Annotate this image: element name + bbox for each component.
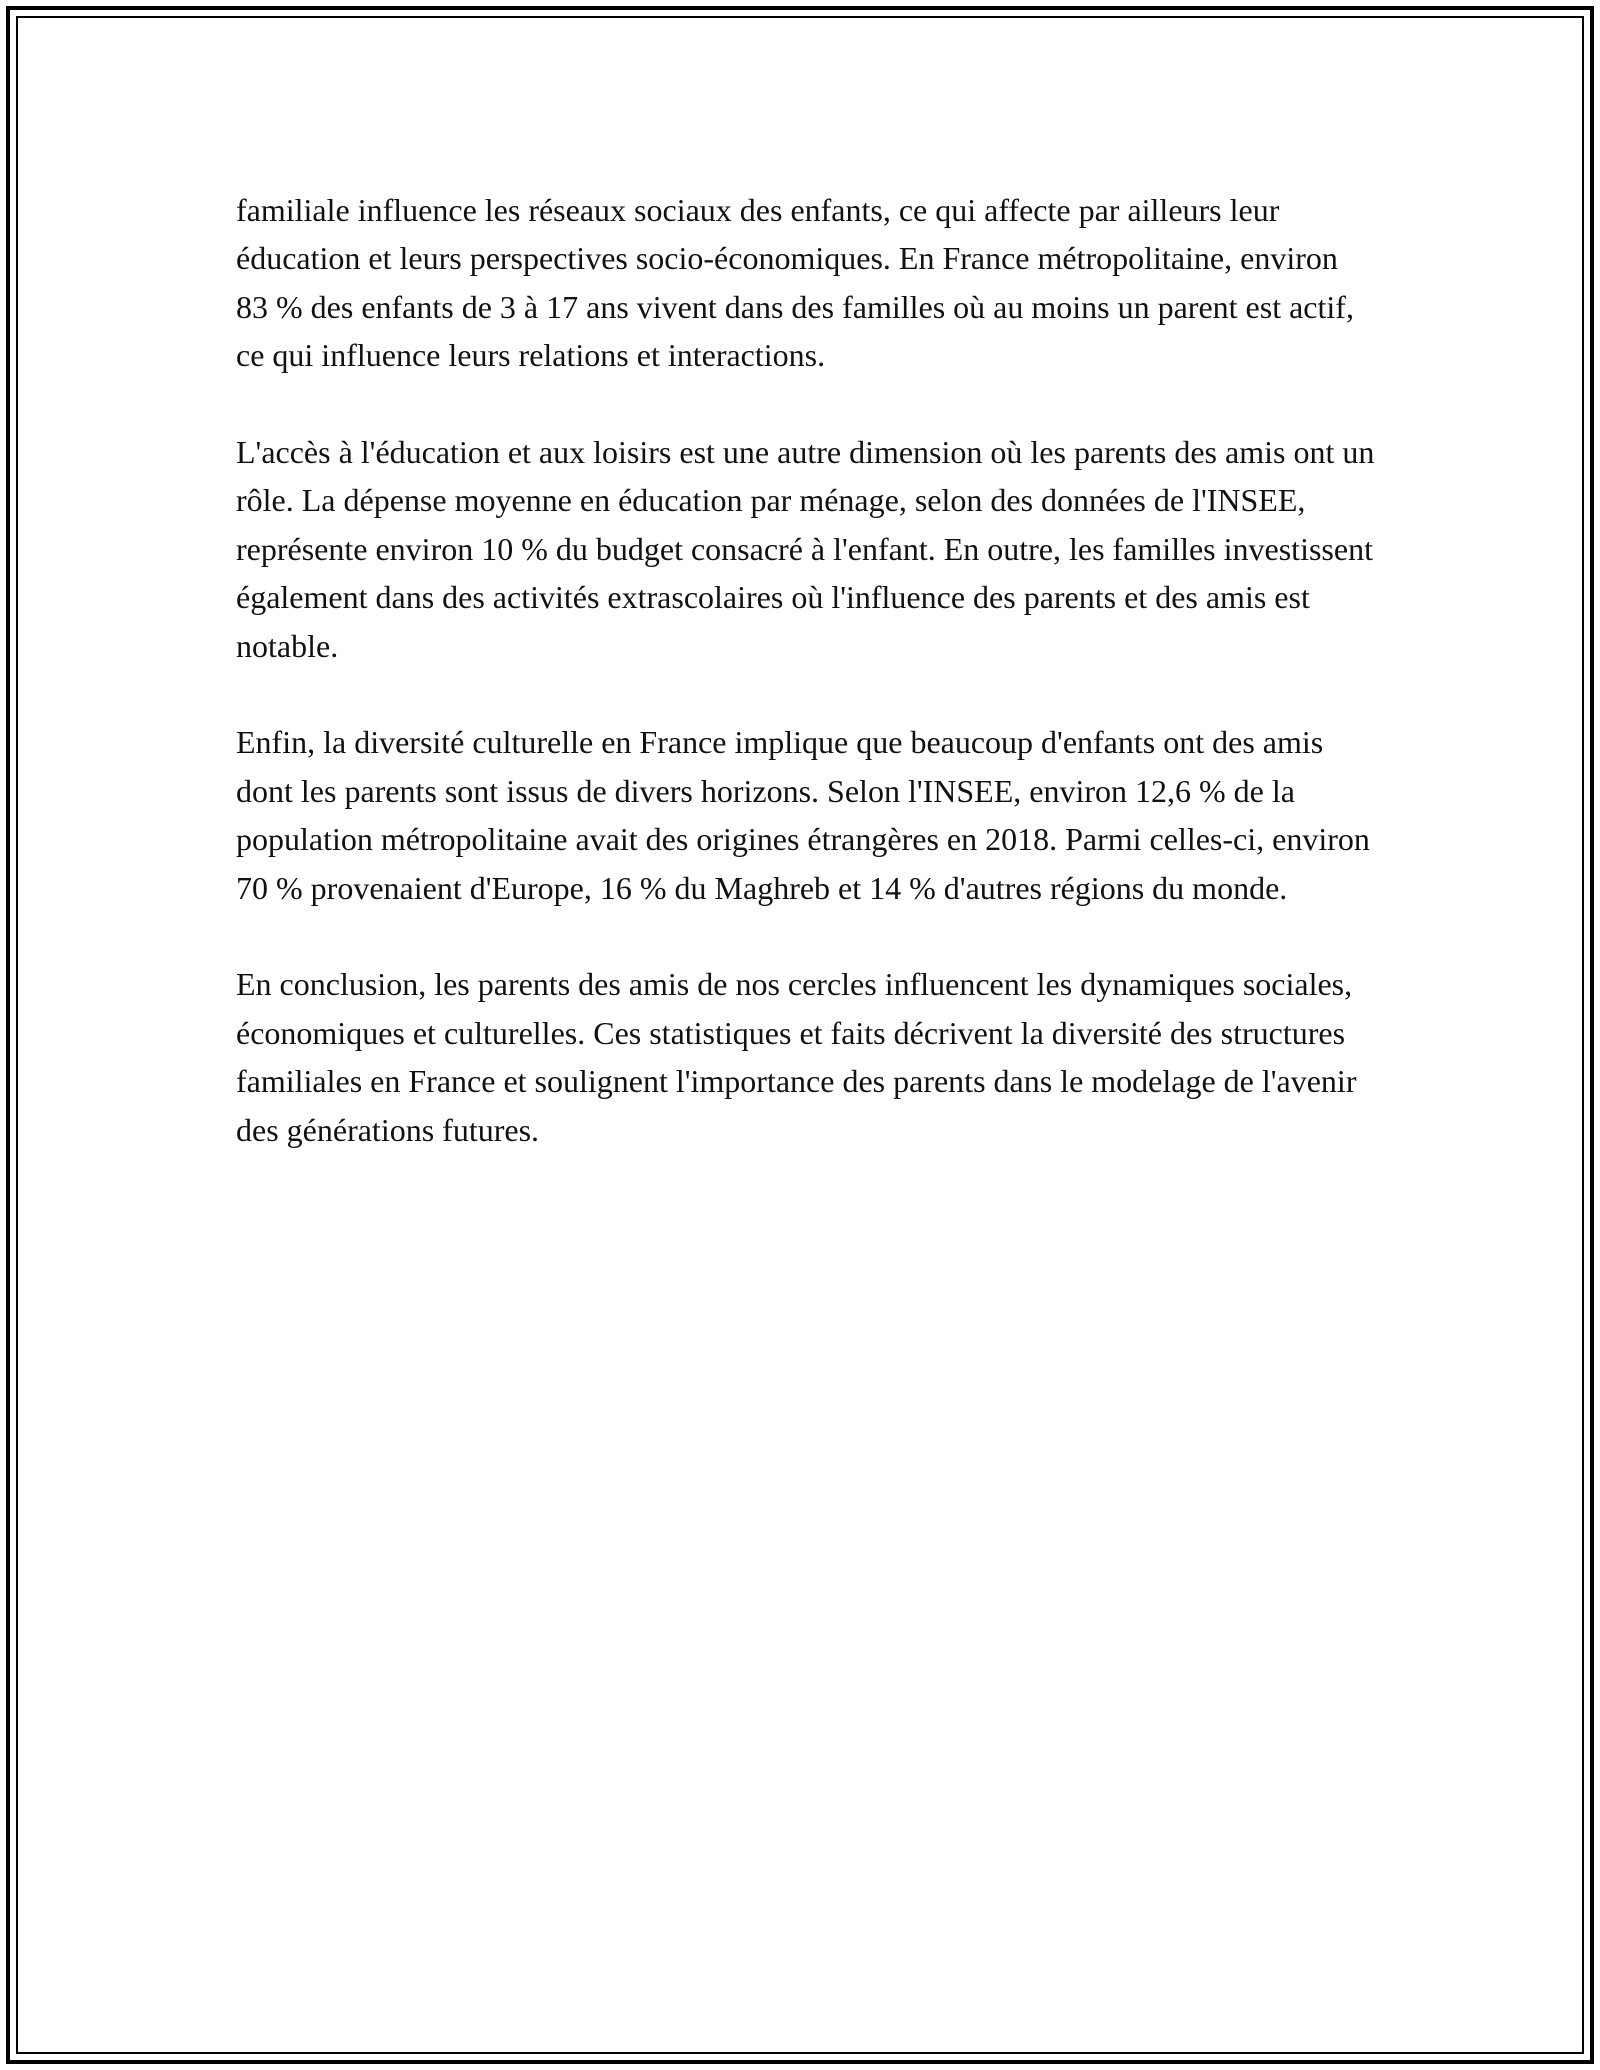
paragraph-family-structure: familiale influence les réseaux sociaux des enfants, ce qui affecte par ailleurs leur éducation et leurs perspectives socio-économiques. En France métropolitaine, environ 83 % des enfants de 3 à 17 ans vivent dans des familles où au moins un parent est actif, ce qui influence leurs relations et interactions. <box>236 192 1354 374</box>
paragraph-education-leisure: L'accès à l'éducation et aux loisirs est une autre dimension où les parents des amis ont un rôle. La dépense moyenne en éducation par ménage, selon des données de l'INSEE, représente environ 10 % du budget consacré à l'enfant. En outre, les familles investissent également dans des activités extrascolaires où l'influence des parents et des amis est notable. <box>236 434 1375 664</box>
paragraph-conclusion: En conclusion, les parents des amis de nos cercles influencent les dynamiques sociales, économiques et culturelles. Ces statistiques et faits décrivent la diversité des structures familiales en France et soulignent l'importance des parents dans le modelage de l'avenir des générations futures. <box>236 966 1357 1148</box>
paragraph-cultural-diversity: Enfin, la diversité culturelle en France implique que beaucoup d'enfants ont des amis dont les parents sont issus de divers horizons. Selon l'INSEE, environ 12,6 % de la population métropolitaine avait des origines étrangères en 2018. Parmi celles-ci, environ 70 % provenaient d'Europe, 16 % du Maghreb et 14 % d'autres régions du monde. <box>236 724 1370 906</box>
document-body <box>236 186 1376 1154</box>
